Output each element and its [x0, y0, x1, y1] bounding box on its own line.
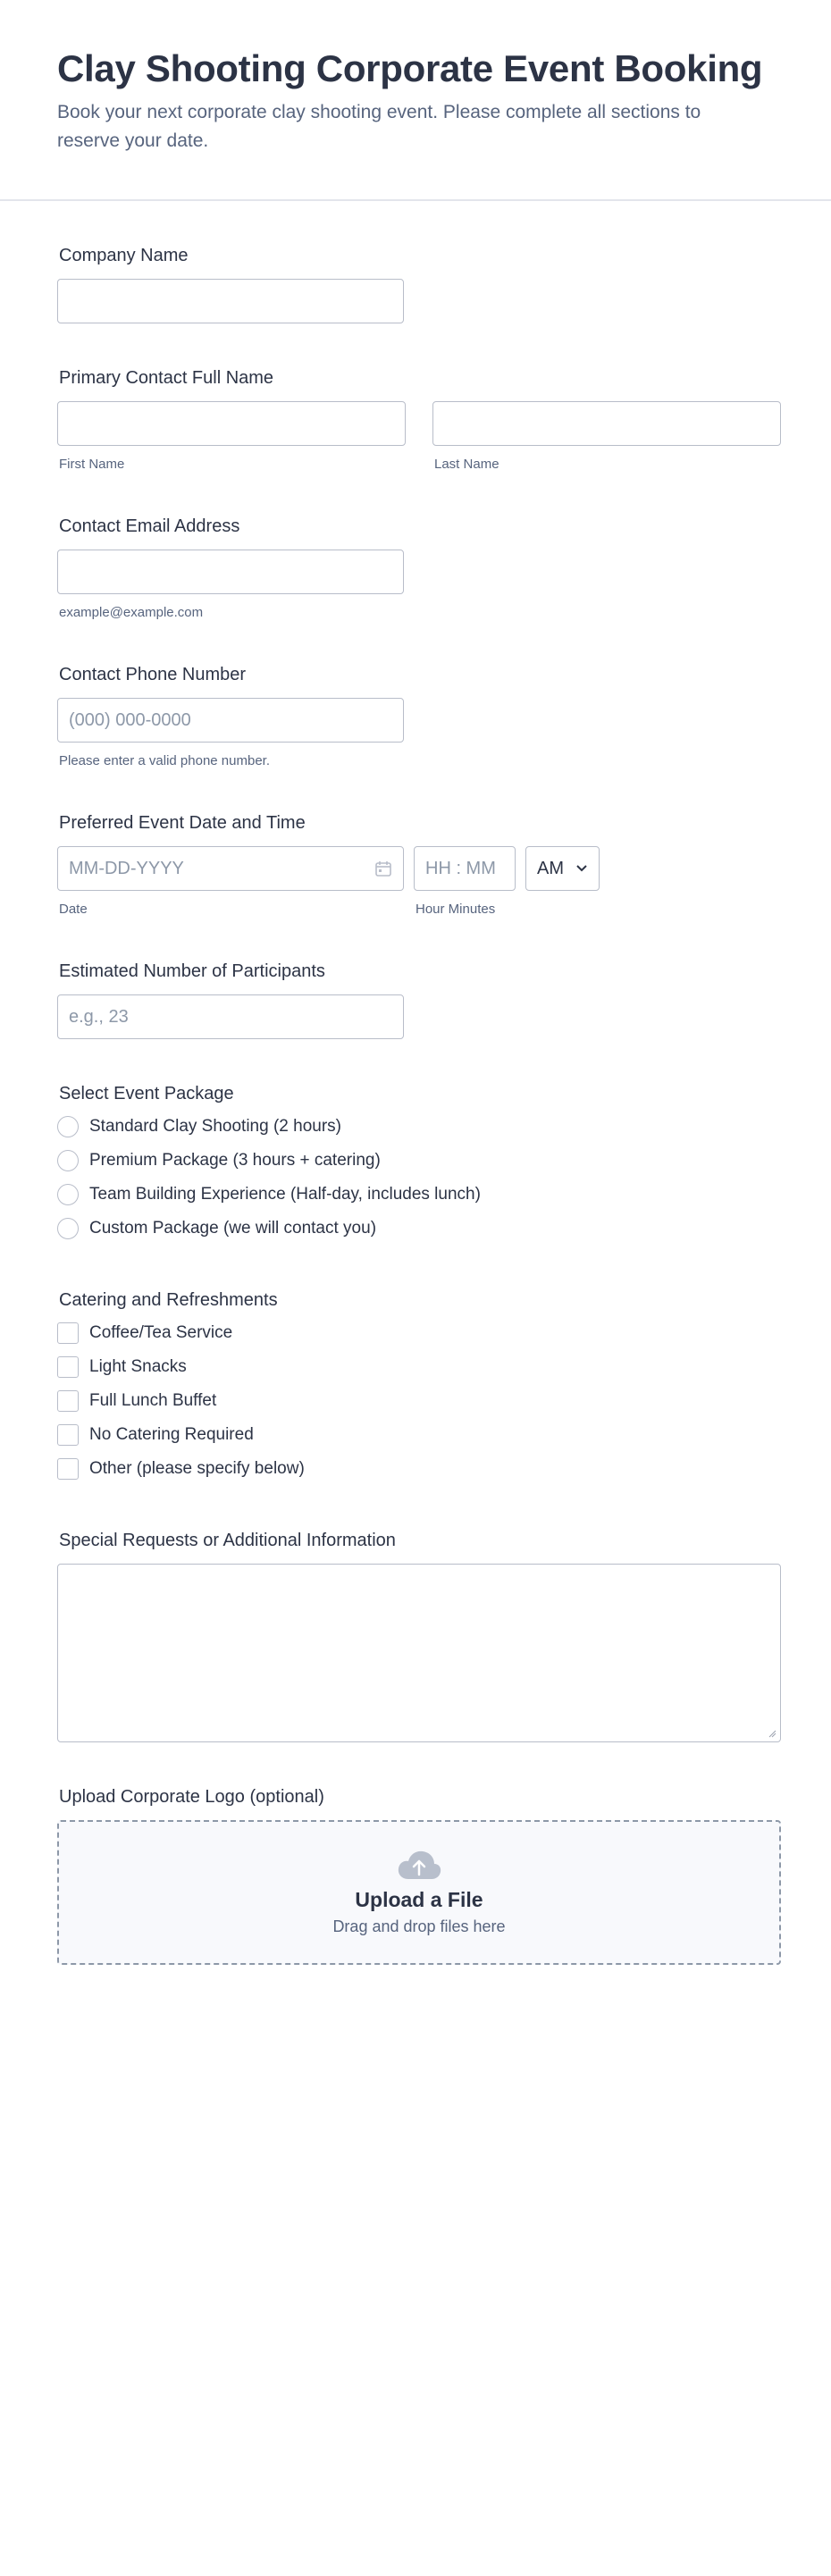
- phone-input[interactable]: [57, 698, 404, 743]
- contact-name-label: Primary Contact Full Name: [59, 368, 274, 389]
- calendar-icon[interactable]: [374, 860, 392, 877]
- catering-option-label: Full Lunch Buffet: [89, 1391, 217, 1411]
- catering-option[interactable]: [57, 1316, 774, 1350]
- first-name-input[interactable]: [57, 401, 406, 446]
- package-option[interactable]: [57, 1144, 774, 1178]
- checkbox[interactable]: [57, 1424, 79, 1446]
- ampm-value: AM: [537, 858, 564, 878]
- radio-button[interactable]: [57, 1116, 79, 1137]
- form-header: [0, 0, 831, 201]
- package-option-label: Custom Package (we will contact you): [89, 1219, 377, 1238]
- catering-option[interactable]: [57, 1350, 774, 1384]
- resize-handle-icon[interactable]: [768, 1729, 776, 1738]
- company-name-label: Company Name: [59, 246, 189, 266]
- last-name-input[interactable]: [432, 401, 781, 446]
- file-dropzone[interactable]: [57, 1820, 781, 1965]
- contact-name-field: [57, 368, 774, 472]
- package-label: Select Event Package: [59, 1084, 234, 1104]
- catering-option-label: No Catering Required: [89, 1425, 254, 1445]
- phone-label: Contact Phone Number: [59, 665, 247, 685]
- package-option[interactable]: [57, 1212, 774, 1246]
- participants-field: [57, 961, 774, 1039]
- upload-label: Upload Corporate Logo (optional): [59, 1787, 324, 1808]
- checkbox[interactable]: [57, 1356, 79, 1378]
- catering-label: Catering and Refreshments: [59, 1290, 278, 1311]
- company-name-field: [57, 246, 774, 323]
- catering-option[interactable]: [57, 1418, 774, 1452]
- upload-title: Upload a File: [355, 1888, 483, 1912]
- catering-option-label: Other (please specify below): [89, 1459, 305, 1479]
- cloud-upload-icon: [396, 1849, 442, 1883]
- date-sublabel: Date: [59, 902, 88, 918]
- upload-subtext: Drag and drop files here: [332, 1917, 506, 1936]
- company-name-input[interactable]: [57, 279, 404, 323]
- radio-button[interactable]: [57, 1218, 79, 1239]
- time-sublabel: Hour Minutes: [416, 902, 496, 918]
- checkbox[interactable]: [57, 1322, 79, 1344]
- requests-textarea[interactable]: [57, 1564, 781, 1742]
- package-option[interactable]: [57, 1110, 774, 1144]
- phone-sublabel: Please enter a valid phone number.: [59, 753, 270, 769]
- time-placeholder: HH : MM: [425, 858, 496, 878]
- participants-label: Estimated Number of Participants: [59, 961, 325, 982]
- radio-button[interactable]: [57, 1150, 79, 1171]
- participants-input[interactable]: [57, 994, 404, 1039]
- page-subtitle: Book your next corporate clay shooting event. Please complete all sections to reserve your date.: [57, 102, 701, 151]
- package-field: [57, 1084, 774, 1246]
- catering-option[interactable]: [57, 1384, 774, 1418]
- page-title: Clay Shooting Corporate Event Booking: [57, 47, 763, 89]
- email-field: [57, 516, 774, 620]
- booking-form: [0, 246, 831, 1965]
- package-option[interactable]: [57, 1178, 774, 1212]
- radio-button[interactable]: [57, 1184, 79, 1205]
- datetime-field: [57, 813, 774, 917]
- catering-option[interactable]: [57, 1452, 774, 1486]
- package-option-label: Premium Package (3 hours + catering): [89, 1151, 381, 1171]
- ampm-select[interactable]: [525, 846, 600, 891]
- time-input[interactable]: [414, 846, 516, 891]
- catering-option-label: Light Snacks: [89, 1357, 187, 1377]
- catering-option-label: Coffee/Tea Service: [89, 1323, 233, 1343]
- package-option-label: Team Building Experience (Half-day, includes lunch): [89, 1185, 481, 1204]
- catering-field: [57, 1290, 774, 1486]
- email-input[interactable]: [57, 550, 404, 594]
- participants-placeholder: e.g., 23: [69, 1006, 129, 1027]
- chevron-down-icon: [575, 864, 588, 873]
- package-option-label: Standard Clay Shooting (2 hours): [89, 1117, 341, 1137]
- requests-field: [57, 1531, 774, 1742]
- email-sublabel: example@example.com: [59, 605, 204, 621]
- upload-field: [57, 1787, 774, 1965]
- requests-label: Special Requests or Additional Information: [59, 1531, 396, 1551]
- phone-placeholder: (000) 000-0000: [69, 709, 191, 730]
- datetime-label: Preferred Event Date and Time: [59, 813, 306, 834]
- phone-field: [57, 665, 774, 768]
- last-name-sublabel: Last Name: [434, 457, 499, 473]
- first-name-sublabel: First Name: [59, 457, 125, 473]
- checkbox[interactable]: [57, 1458, 79, 1480]
- date-placeholder: MM-DD-YYYY: [69, 858, 184, 878]
- email-label: Contact Email Address: [59, 516, 240, 537]
- date-input[interactable]: [57, 846, 404, 891]
- checkbox[interactable]: [57, 1390, 79, 1412]
